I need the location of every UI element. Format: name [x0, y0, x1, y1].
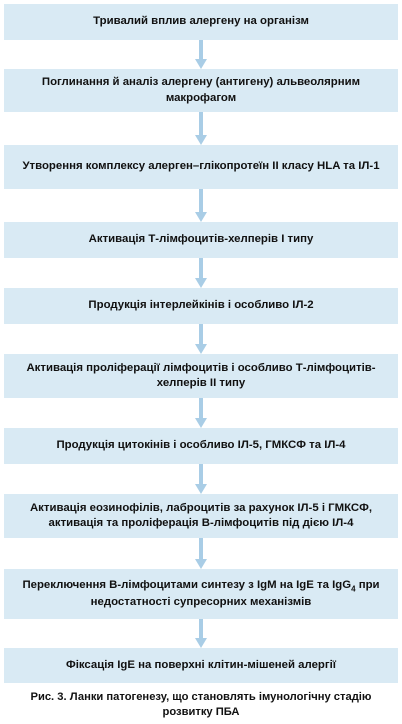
- arrow-down-icon: [195, 112, 207, 145]
- arrow-down-icon: [195, 538, 207, 569]
- flow-step-2: [4, 69, 398, 112]
- flow-arrow-6: [195, 398, 207, 428]
- arrow-down-icon: [195, 464, 207, 494]
- flow-step-5-text: Продукція інтерлейкінів і особливо ІЛ-2: [88, 299, 314, 312]
- flow-step-7-text: Продукція цитокінів і особливо ІЛ-5, ГМКСФ та ІЛ-4: [56, 439, 346, 452]
- flow-arrow-9: [195, 619, 207, 648]
- flow-step-6-text: Активація проліферації лімфоцитів і особливо Т-лімфоцитів-хелперів ІІ типу: [26, 361, 376, 389]
- flow-step-10-text: Фіксація IgE на поверхні клітин-мішеней алергії: [66, 658, 336, 671]
- flow-arrow-4: [195, 258, 207, 288]
- flow-step-6: [4, 354, 398, 398]
- flow-step-2-text: Поглинання й аналіз алергену (антигену) альвеолярним макрофагом: [41, 76, 361, 104]
- arrow-down-icon: [195, 40, 207, 69]
- figure-caption: Рис. 3. Ланки патогенезу, що становлять імунологічну стадію розвитку ПБА: [30, 691, 372, 718]
- flow-arrow-2: [195, 112, 207, 145]
- arrow-down-icon: [195, 189, 207, 222]
- flow-arrow-8: [195, 538, 207, 569]
- flow-step-3: [4, 145, 398, 189]
- arrow-down-icon: [195, 258, 207, 288]
- flow-arrow-1: [195, 40, 207, 69]
- flow-step-1-text: Тривалий вплив алергену на організм: [93, 15, 309, 28]
- flow-step-4-text: Активація Т-лімфоцитів-хелперів І типу: [88, 233, 314, 246]
- flow-arrow-7: [195, 464, 207, 494]
- arrow-down-icon: [195, 398, 207, 428]
- flow-step-8-text: Активація еозинофілів, лаброцитів за рахунок ІЛ-5 і ГМКСФ, активація та проліферація В-лімфоцитів під дією ІЛ-4: [29, 501, 373, 529]
- flow-step-9-text: Переключення В-лімфоцитами синтезу з IgM на IgE та IgG$_4$ при недостатності супресорних механізмів: [22, 578, 380, 608]
- flow-step-8: [4, 494, 398, 538]
- flow-step-10: [4, 648, 398, 683]
- flow-step-1: [4, 4, 398, 40]
- flow-step-9: [4, 569, 398, 619]
- arrow-down-icon: [195, 619, 207, 648]
- flow-step-7: [4, 428, 398, 464]
- flow-step-3-text: Утворення комплексу алерген–глікопротеїн II класу HLA та ІЛ-1: [22, 160, 380, 173]
- flow-arrow-5: [195, 324, 207, 354]
- arrow-down-icon: [195, 324, 207, 354]
- flow-arrow-3: [195, 189, 207, 222]
- flow-step-5: [4, 288, 398, 324]
- flow-step-4: [4, 222, 398, 258]
